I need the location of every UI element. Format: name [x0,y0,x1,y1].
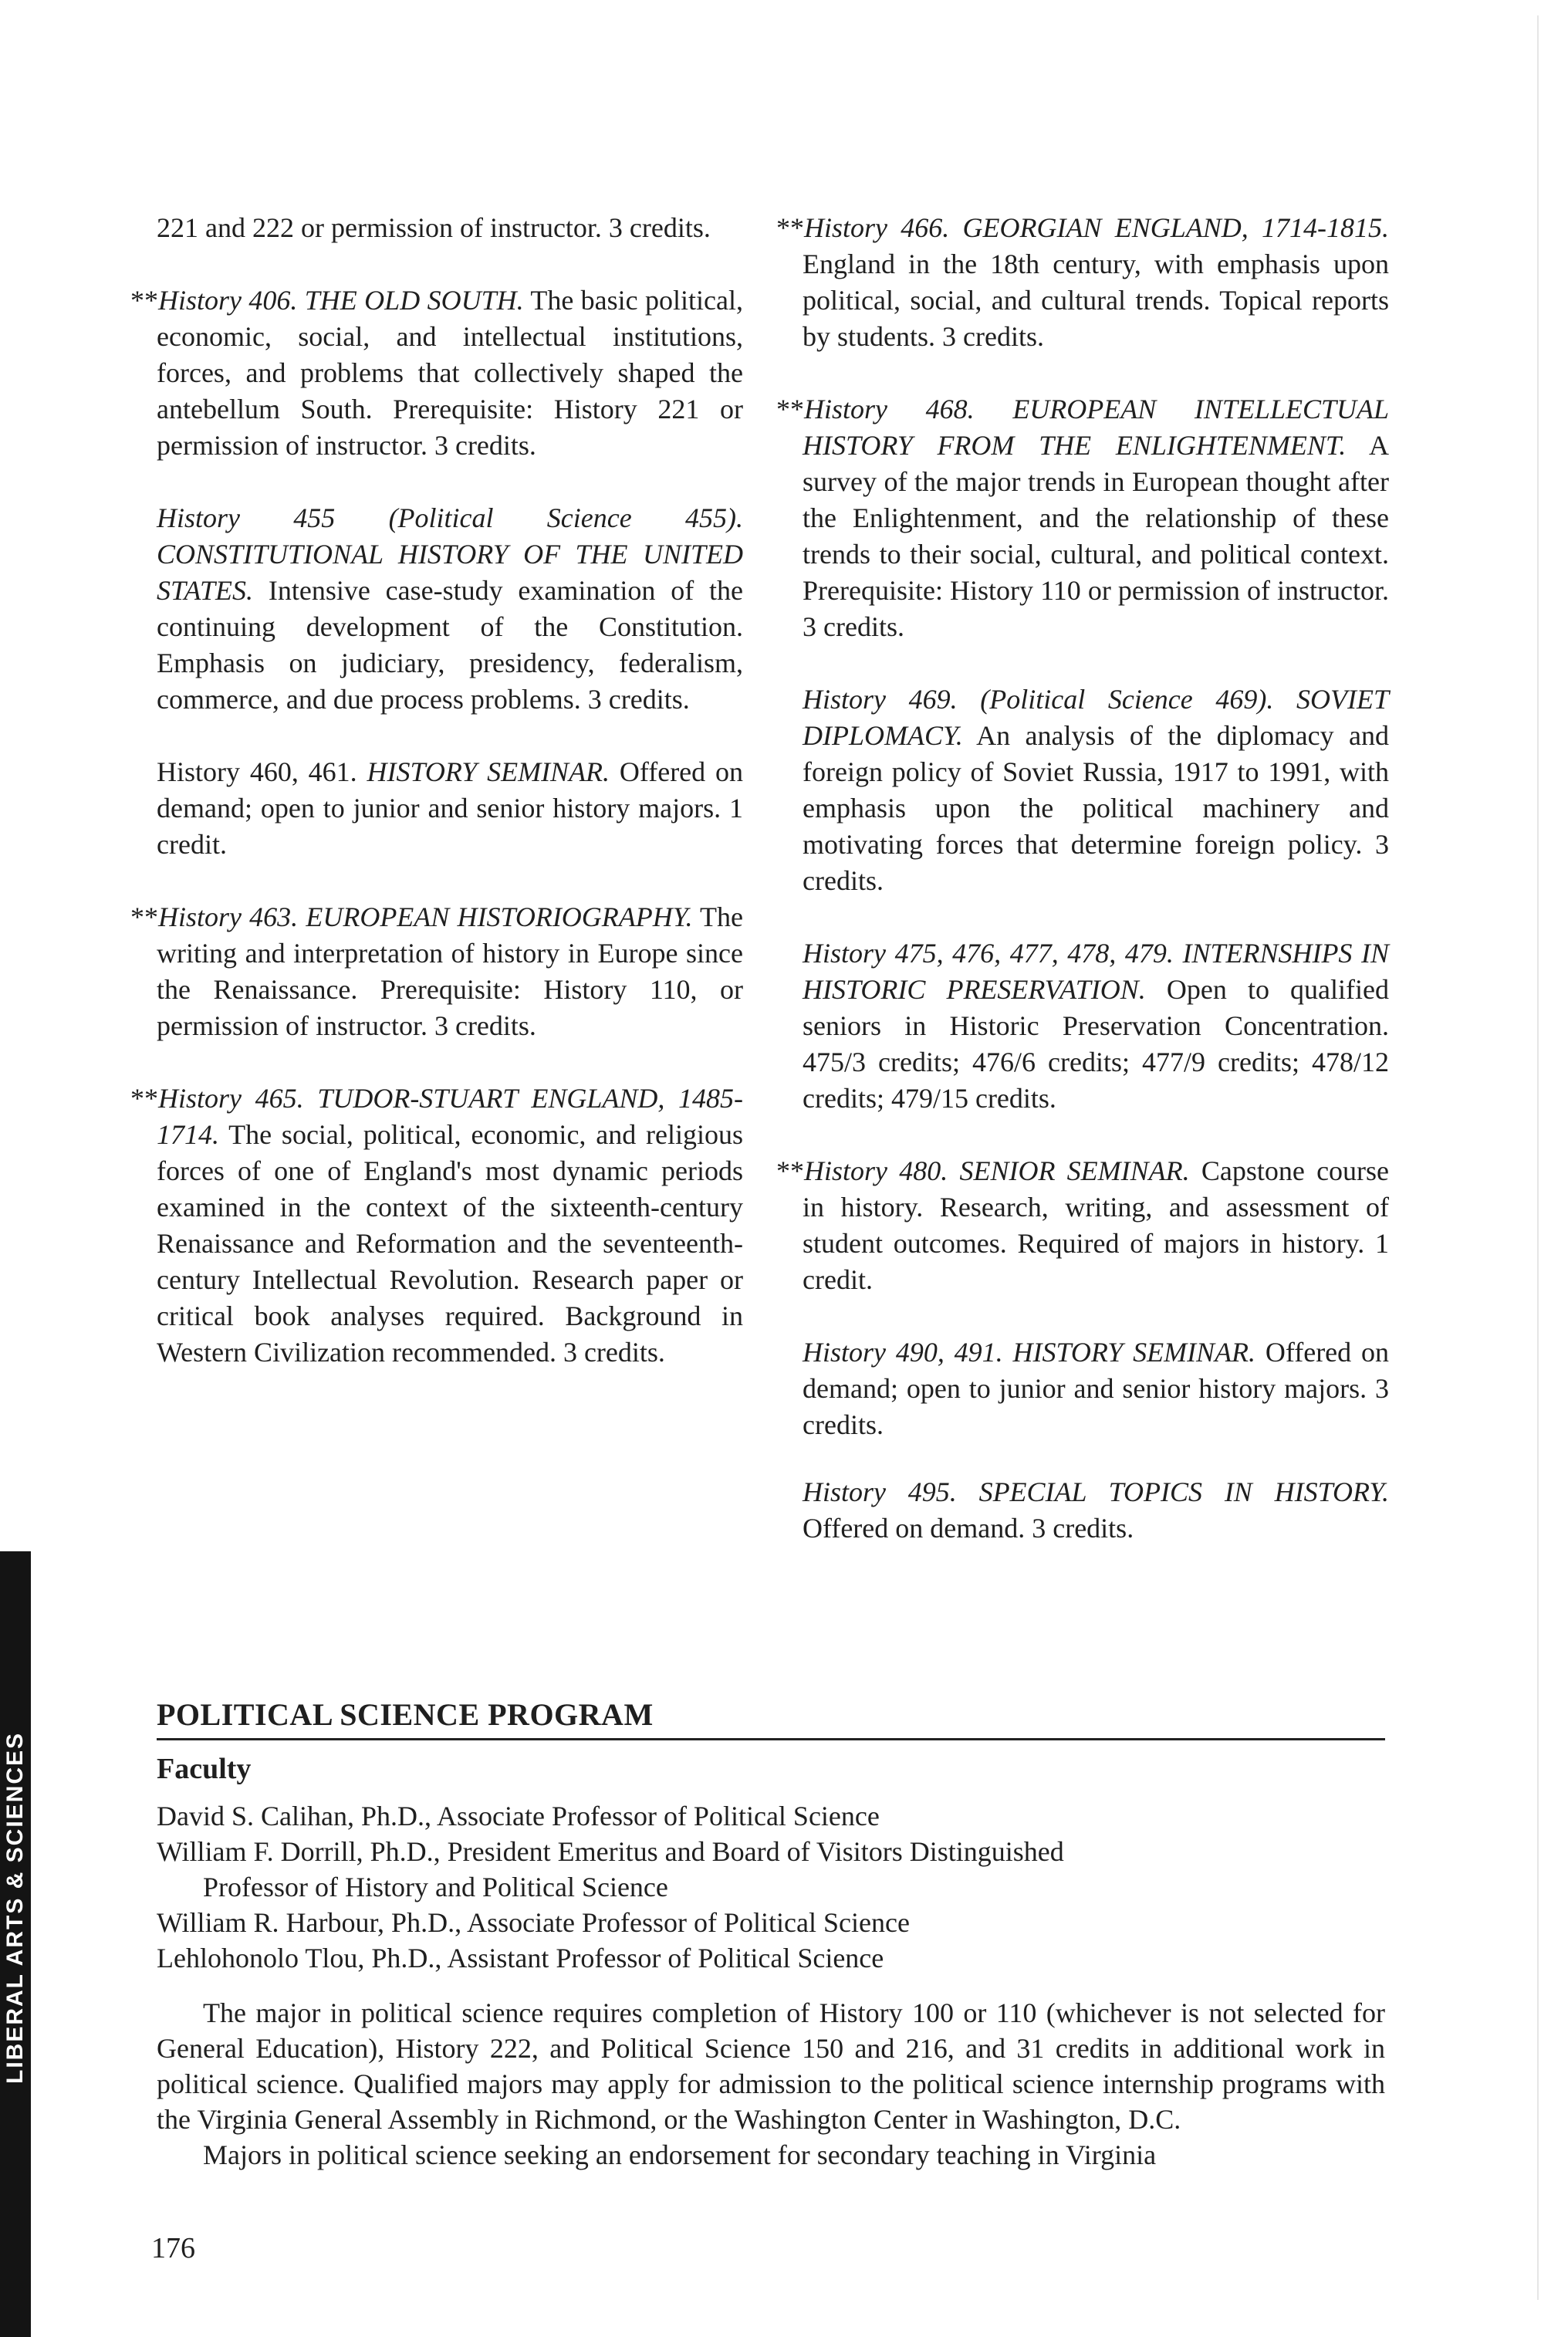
asterisk-marker: ** [776,394,804,424]
asterisk-marker: ** [130,1083,158,1114]
asterisk-marker: ** [776,212,804,243]
side-tab-label: LIBERAL ARTS & SCIENCES [2,1731,28,2084]
course-number: History 455 (Political Science 455). [157,502,743,533]
course-title: TUDOR-STUART ENGLAND, 1485-1714. [157,1083,743,1150]
course-number: History 463. [158,901,299,932]
course-entry-history-468 [776,391,1390,645]
course-title: EUROPEAN HISTORIOGRAPHY. [306,901,693,932]
course-description: Offered on demand. 3 credits. [803,1513,1134,1544]
course-number: History 465. [158,1083,304,1114]
page-number: 176 [151,2232,195,2264]
section-title: POLITICAL SCIENCE PROGRAM [157,1696,1385,1740]
course-title: INTERNSHIPS IN HISTORIC PRESERVATION. [803,938,1389,1005]
faculty-member: Lehlohonolo Tlou, Ph.D., Assistant Professor of Political Science [157,1943,884,1973]
paragraph: Majors in political science seeking an endorsement for secondary teaching in Virginia [203,2139,1157,2170]
course-title: SENIOR SEMINAR. [959,1155,1190,1186]
faculty-member-title-continued: Professor of History and Political Science [203,1872,668,1902]
faculty-heading: Faculty [157,1753,252,1785]
faculty-member: David S. Calihan, Ph.D., Associate Professor of Political Science [157,1801,880,1831]
course-number: History 406. [158,285,298,316]
course-entry-history-463 [130,899,743,1044]
course-description: Open to qualified seniors in Historic Preservation Concentration. 475/3 credits; 476/6 credits; 477/9 credits; 478/12 credits; 479/15 credits. [803,974,1389,1114]
course-entry-history-465 [130,1081,743,1371]
course-number: History 480. [804,1155,948,1186]
course-description: Offered on demand; open to junior and senior history majors. 1 credit. [157,756,743,860]
course-entry-history-469 [803,681,1389,899]
course-number: History 475, 476, 477, 478, 479. [803,938,1174,969]
course-entry-history-466 [776,210,1390,355]
course-entry-history-490 [803,1334,1389,1443]
course-entry-history-495 [803,1474,1389,1547]
major-requirements-text [157,1995,1385,2173]
course-number: History 495. [803,1476,957,1507]
course-description: The social, political, economic, and religious forces of one of England's most dynamic periods examined in the context of the sixteenth-century Renaissance and Reformation and the seventeenth-century Intellectual Revolution. Research paper or critical book analyses required. Background in Western Civilization recommended. 3 credits. [157,1119,743,1368]
course-title: HISTORY SEMINAR. [1012,1337,1256,1368]
course-entry-history-475 [803,935,1389,1117]
course-entry-history-455 [157,500,743,718]
course-entry-history-480 [776,1153,1390,1298]
course-title: EUROPEAN INTELLECTUAL HISTORY FROM THE ENLIGHTENMENT. [803,394,1390,461]
course-description: An analysis of the diplomacy and foreign policy of Soviet Russia, 1917 to 1991, with emphasis upon the political machinery and motivating forces that determine foreign policy. 3 credits. [803,720,1390,896]
course-number: History 468. [804,394,975,424]
course-number: History 460, 461. [157,756,357,787]
course-title: SOVIET DIPLOMACY. [803,684,1389,751]
course-description: The writing and interpretation of history in Europe since the Renaissance. Prerequisite: History 110, or permission of instructor. 3 credits. [157,901,743,1041]
course-number: History 466. [804,212,950,243]
course-title: HISTORY SEMINAR. [367,756,610,787]
course-description: The basic political, economic, social, and intellectual institutions, forces, and problems that collectively shaped the antebellum South. Prerequisite: History 221 or permission of instructor. 3 credits. [157,285,744,461]
asterisk-marker: ** [776,1155,804,1186]
course-description: England in the 18th century, with emphasis upon political, social, and cultural trends. Topical reports by students. 3 credits. [803,249,1389,352]
asterisk-marker: ** [130,285,158,316]
course-entry-history-406 [130,282,744,464]
course-number: History 469. (Political Science 469). [803,684,1274,715]
course-title: CONSTITUTIONAL HISTORY OF THE UNITED STATES. [157,539,743,606]
course-description: Capstone course in history. Research, writing, and assessment of student outcomes. Required of majors in history. 1 credit. [803,1155,1390,1295]
course-title: THE OLD SOUTH. [304,285,524,316]
faculty-list [157,1798,1391,1976]
course-title: GEORGIAN ENGLAND, 1714-1815. [962,212,1390,243]
left-column [130,210,744,1407]
faculty-member: William F. Dorrill, Ph.D., President Emeritus and Board of Visitors Distinguished [157,1836,1064,1867]
continued-text: 221 and 222 or permission of instructor. 3 credits. [157,212,711,243]
faculty-member: William R. Harbour, Ph.D., Associate Professor of Political Science [157,1907,910,1938]
course-number: History 490, 491. [803,1337,1003,1368]
course-description: Intensive case-study examination of the continuing development of the Constitution. Emphasis on judiciary, presidency, federalism, commerce, and due process problems. 3 credits. [157,575,744,715]
right-column [776,210,1390,1583]
course-title: SPECIAL TOPICS IN HISTORY. [978,1476,1390,1507]
asterisk-marker: ** [130,901,158,932]
course-description: Offered on demand; open to junior and senior history majors. 3 credits. [803,1337,1389,1440]
course-entry-history-460 [157,754,743,863]
paragraph: The major in political science requires completion of History 100 or 110 (whichever is not selected for General Education), History 222, and Political Science 150 and 216, and 31 credits in additional work in political science. Qualified majors may apply for admission to the political science internship programs with the Virginia General Assembly in Richmond, or the Washington Center in Washington, D.C. [157,1997,1385,2135]
page-edge-shadow [1537,15,1539,2300]
course-description: A survey of the major trends in European thought after the Enlightenment, and the relationship of these trends to their social, cultural, and political context. Prerequisite: History 110 or permission of instructor. 3 credits. [803,430,1389,642]
